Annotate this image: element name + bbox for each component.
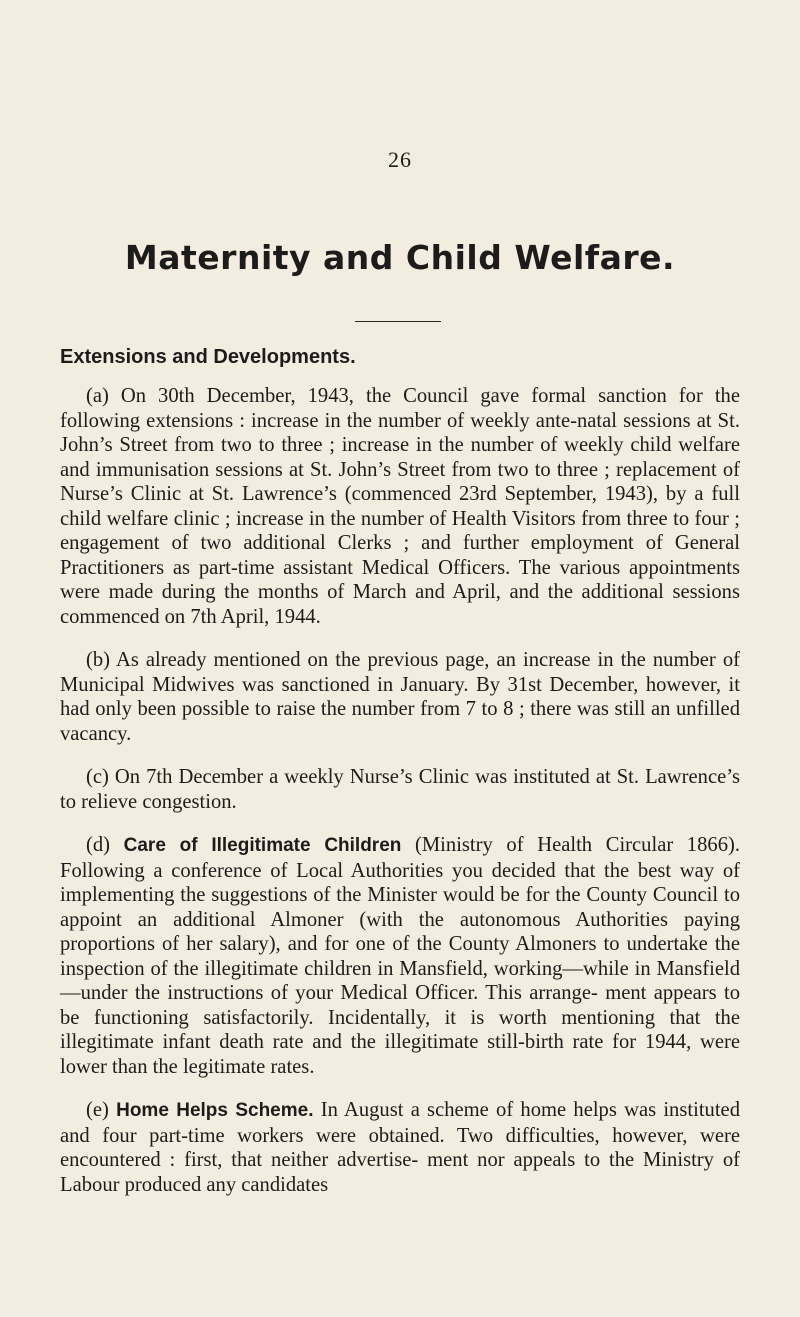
paragraph-b: (b) As already mentioned on the previous page, an increase in the number of Municipal Midwives was sanctioned in January. By 31st December, however, it had only been possible to raise the number from 7 to 8 ; there was still an unfilled vacancy. — [60, 649, 740, 745]
page-title: Maternity and Child Welfare. — [124, 238, 676, 277]
paragraph-d — [60, 833, 740, 1079]
paragraph-e — [60, 1098, 740, 1197]
paragraph-e-text: In August a scheme of home helps was instituted and four part-time workers were obtained. Two difficulties, however, were encountered : first, that neither advertise- ment nor appeals to the Ministry of Labour produced any candidates — [60, 1099, 740, 1196]
section-heading: Extensions and Developments. — [60, 346, 356, 368]
paragraph-c: (c) On 7th December a weekly Nurse’s Clinic was instituted at St. Lawrence’s to relieve congestion. — [60, 766, 740, 813]
page-number: 26 — [388, 147, 412, 172]
paragraph-d-heading: Care of Illegitimate Children — [123, 835, 402, 856]
paragraph-a: (a) On 30th December, 1943, the Council gave formal sanction for the following extensions : increase in the number of weekly ante-natal sessions at St. John’s Street from two to three ; increase in the number of weekly child welfare and immunisation sessions at St. John’s Street from two to three ; replacement of Nurse’s Clinic at St. Lawrence’s (commenced 23rd September, 1943), by a full child welfare clinic ; increase in the number of Health Visitors from three to four ; engagement of two additional Clerks ; and further employment of General Practitioners as part-time assistant Medical Officers. The various appointments were made during the months of March and April, and the additional sessions commenced on 7th April, 1944. — [60, 385, 740, 628]
paragraph-d-prefix: (d) — [86, 834, 124, 856]
paragraph-d-text: (Ministry of Health Circular 1866). Following a conference of Local Authorities you decided that the best way of implementing the suggestions of the Minister would be for the County Council to appoint an additional Almoner (with the autonomous Authorities paying proportions of her salary), and for one of the County Almoners to undertake the inspection of the illegitimate children in Mansfield, working—while in Mansfield —under the instructions of your Medical Officer. This arrange- ment appears to be functioning satisfactorily. Incidentally, it is worth mentioning that the illegitimate infant death rate and the illegitimate still-birth rate for 1944, were lower than the legitimate rates. — [60, 834, 740, 1078]
paragraph-e-heading: Home Helps Scheme. — [116, 1100, 314, 1121]
paragraph-e-prefix: (e) — [86, 1099, 117, 1121]
body-text — [60, 384, 740, 1197]
title-divider — [355, 321, 441, 322]
